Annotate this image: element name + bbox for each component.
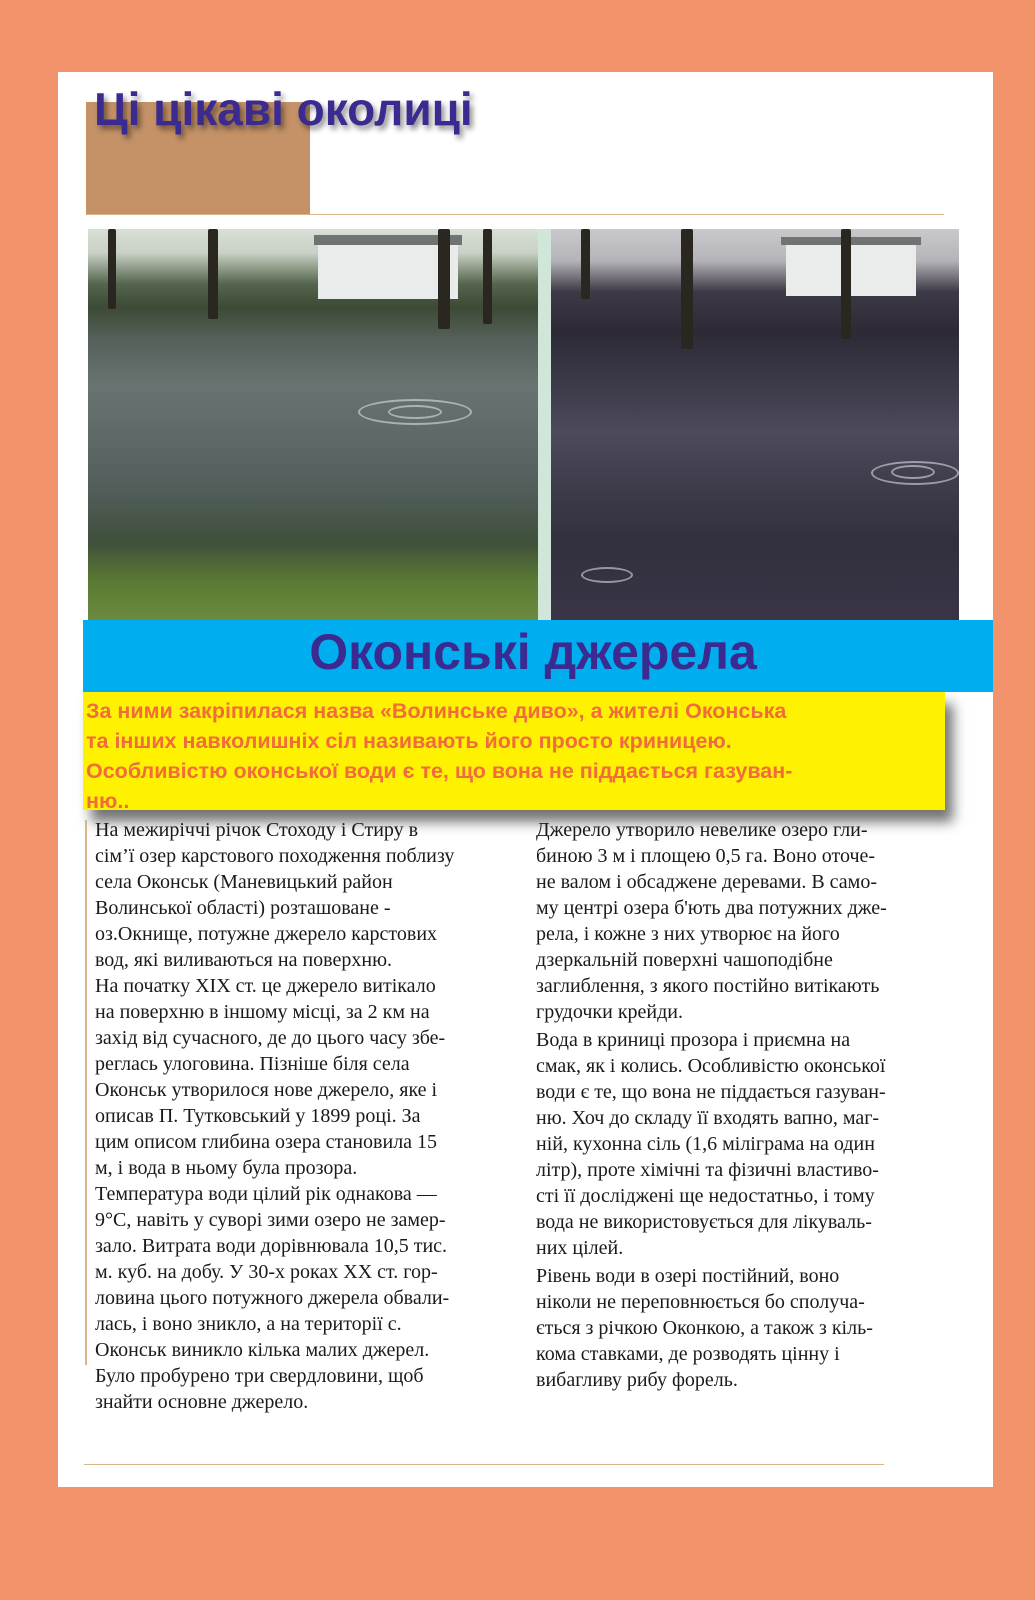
photo-divider (538, 229, 551, 621)
column-accent-bar (85, 820, 87, 1365)
spring-photo-winter (551, 229, 959, 621)
tree-trunk (438, 229, 450, 329)
tree-trunk (581, 229, 590, 299)
body-paragraph: На межиріччі річок Стоходу і Стиру в сім’ї озер карстового походження поблизу села Оконськ (Маневицький район Волинської області) розташоване - оз.Окнище, потужне джерело карстових вод, які виливаються на поверхню. (95, 819, 455, 971)
article-headline: Оконські джерела (309, 624, 757, 680)
bottom-divider (84, 1464, 884, 1465)
roof-shape (781, 237, 921, 245)
body-paragraph: На початку XIX ст. це джерело витікало на поверхню в іншому місці, за 2 км на захід від сучасного, де до цього часу збе- реглась улоговина. Пізніше біля села Оконськ утворилося нове джерело, яке і описав П. Тутковський у 1899 році. За цим описом глибина озера становила 15 м, і вода в ньому була прозора. Температура води цілий рік однакова — 9°С, навіть у суворі зими озеро не замер- зало. Витрата води дорівнювала 10,5 тис. м. куб. на добу. У 30-х роках XX ст. гор- ловина цього потужного джерела обвали- лась, і воно зникло, а на території с. Оконськ виникло кілька малих джерел. Було пробурено три свердловини, щоб знайти основне джерело. (95, 975, 450, 1413)
spring-ripple (581, 567, 633, 583)
left-column (95, 817, 525, 1415)
spring-photo-summer (88, 229, 538, 621)
house-shape (318, 239, 458, 299)
spring-ripple (891, 465, 935, 479)
lead-box (83, 692, 945, 813)
top-divider (86, 214, 944, 215)
body-paragraph: Джерело утворило невелике озеро гли- биною 3 м і площею 0,5 га. Воно оточе- не валом і обсаджене деревами. В само- му центрі озера б'ють два потужних дже- рела, і кожне з них утворює на його дзеркальній поверхні чашоподібне заглиблення, з якого постійно витікають грудочки крейди. (536, 819, 887, 1023)
lead-paragraph: За ними закріпилася назва «Волинське диво», а жителі Оконська та інших навколишніх сіл називають його просто криницею. Особливістю оконської води є те, що вона не піддається газуван- ню.. (86, 699, 793, 813)
tree-trunk (108, 229, 116, 309)
section-title: Ці цікаві околиці (94, 83, 473, 135)
house-shape (786, 241, 916, 296)
tree-trunk (208, 229, 218, 319)
tree-trunk (681, 229, 693, 349)
tree-trunk (841, 229, 851, 339)
body-paragraph: Вода в криниці прозора і приємна на смак, як і колись. Особливістю оконської води є те, що вона не піддається газуван- ню. Хоч до складу її входять вапно, маг- ній, кухонна сіль (1,6 міліграма на один літр), проте хімічні та фізичні властиво- сті її досліджені ще недостатньо, і тому вода не використовується для лікуваль- них цілей. (536, 1029, 886, 1259)
right-column (536, 817, 956, 1395)
tree-trunk (483, 229, 492, 324)
magazine-page (58, 72, 993, 1487)
spring-ripple (388, 405, 442, 419)
body-paragraph: Рівень води в озері постійний, воно ніколи не переповнюється бо сполуча- ється з річкою Оконкою, а також з кіль- кома ставками, де розводять цінну і вибагливу рибу форель. (536, 1265, 873, 1391)
headline-banner (83, 620, 993, 692)
